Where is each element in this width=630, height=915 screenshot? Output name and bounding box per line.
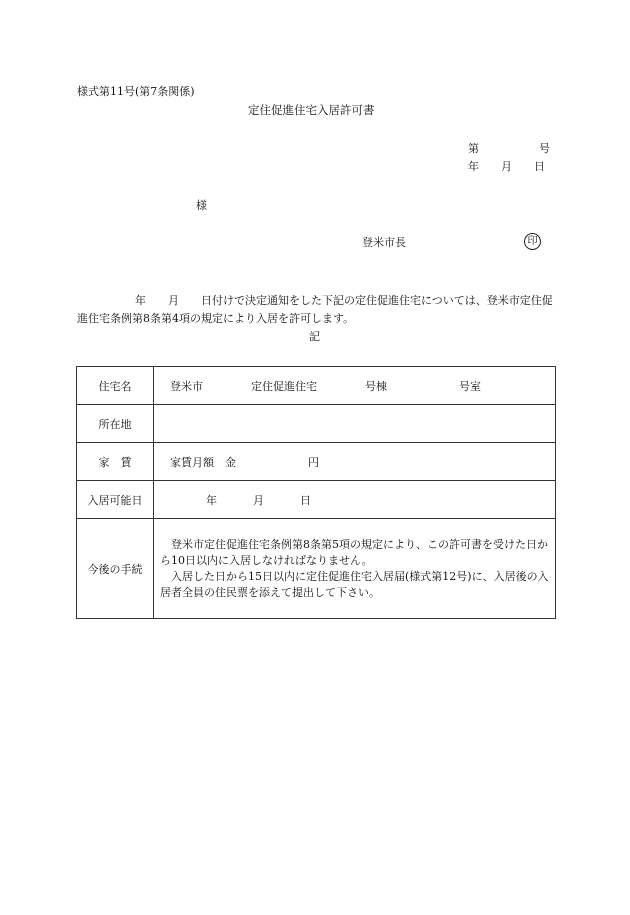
rent-cell (154, 443, 556, 481)
row-label: 家 賃 (77, 443, 154, 481)
date-month: 月 (501, 160, 512, 173)
number-suffix: 号 (539, 142, 550, 155)
seal-mark: 印 (524, 233, 541, 250)
procedure-paragraph-1: 登米市定住促進住宅条例第8条第5項の規定により、この許可書を受けた日から10日以内に入居しなければなりません。 (160, 537, 548, 567)
move-in-day: 日 (300, 493, 311, 507)
body-month: 月 (168, 294, 179, 307)
addressee: 様 (196, 199, 207, 212)
issuer-name: 登米市長 (362, 236, 406, 249)
body-rest: 日付けで決定通知をした下記の定住促進住宅については、登米市定住促進住宅条例第8条第4項の規定により入居を許可します。 (77, 294, 553, 325)
table-row (77, 367, 556, 405)
form-number: 様式第11号(第7条関係) (77, 85, 195, 98)
row-label: 住宅名 (77, 367, 154, 405)
housing-type: 定住促進住宅 (251, 379, 317, 393)
document-number-line (468, 142, 550, 155)
procedure-paragraph-2: 入居した日から15日以内に定住促進住宅入居届(様式第12号)に、入居後の入居者全員の住民票を添えて提出して下さい。 (160, 569, 549, 599)
date-year: 年 (468, 160, 479, 173)
housing-city: 登米市 (170, 379, 203, 393)
rent-yen: 円 (308, 455, 319, 469)
move-in-date-cell (154, 481, 556, 519)
room-number: 号室 (459, 379, 481, 393)
move-in-year: 年 (206, 493, 217, 507)
table-row (77, 443, 556, 481)
location-cell (154, 405, 556, 443)
move-in-month: 月 (253, 493, 264, 507)
building-number: 号棟 (365, 379, 387, 393)
document-title: 定住促進住宅入居許可書 (248, 103, 375, 117)
table-row (77, 519, 556, 619)
row-label: 所在地 (77, 405, 154, 443)
housing-name-cell (154, 367, 556, 405)
procedure-cell (154, 519, 556, 619)
body-year: 年 (135, 294, 146, 307)
row-label: 今後の手続 (77, 519, 154, 619)
number-prefix: 第 (468, 142, 479, 155)
info-table (76, 366, 556, 619)
table-row (77, 481, 556, 519)
date-day: 日 (534, 160, 545, 173)
issue-date-line (468, 160, 545, 173)
row-label: 入居可能日 (77, 481, 154, 519)
rent-label: 家賃月額 金 (170, 455, 236, 469)
table-row (77, 405, 556, 443)
ki-heading: 記 (309, 330, 320, 343)
body-paragraph (77, 292, 557, 328)
